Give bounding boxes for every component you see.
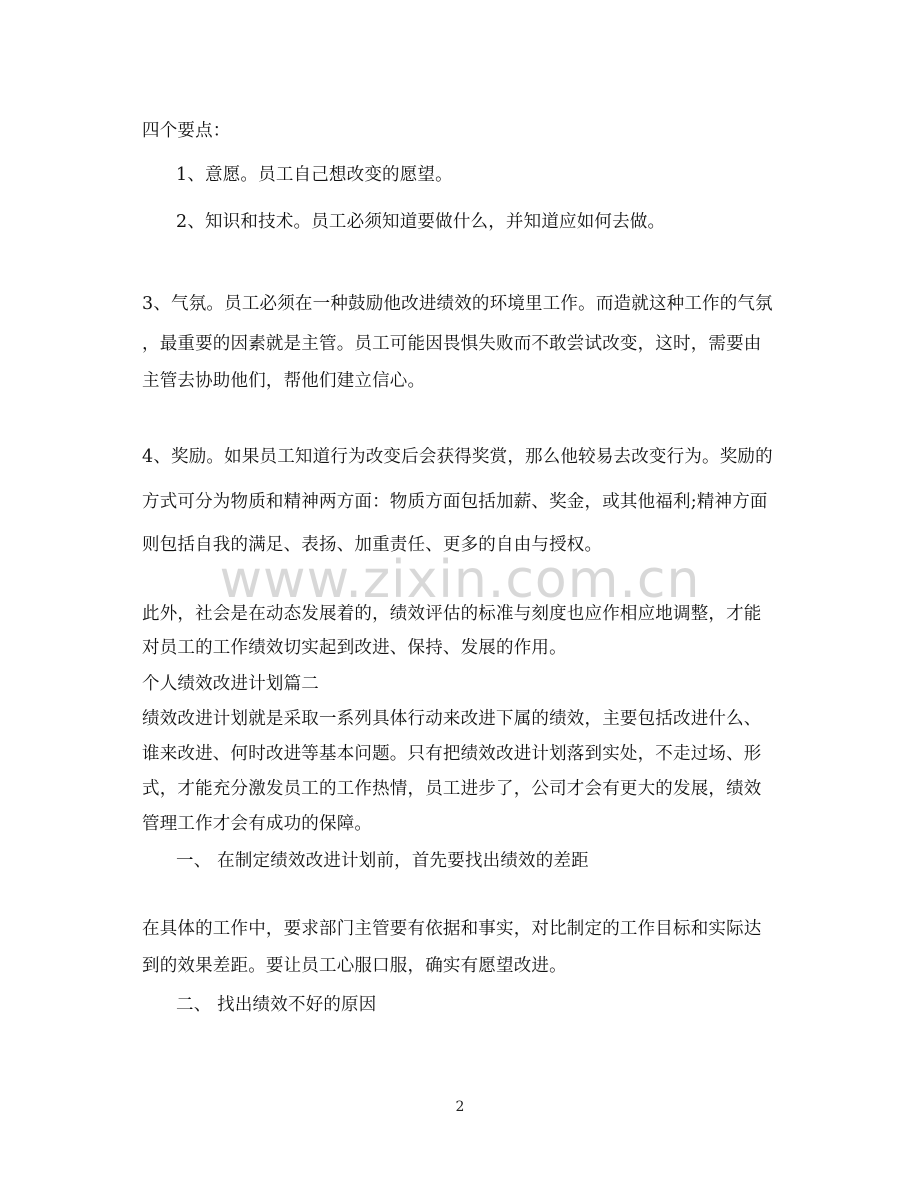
point-4-line-1: 4、奖励。如果员工知道行为改变后会获得奖赏，那么他较易去改变行为。奖励的 [142,447,773,467]
paragraph-moreover-line-2: 对员工的工作绩效切实起到改进、保持、发展的作用。 [142,638,567,658]
subheading-two: 二、 找出绩效不好的原因 [176,995,377,1015]
paragraph-plan-line-2: 谁来改进、何时改进等基本问题。只有把绩效改进计划落到实处，不走过场、形 [142,744,762,764]
point-3-line-1: 3、气氛。员工必须在一种鼓励他改进绩效的环境里工作。而造就这种工作的气氛 [142,294,773,314]
point-4-line-2: 方式可分为物质和精神两方面：物质方面包括加薪、奖金，或其他福利;精神方面 [142,492,768,512]
subheading-one: 一、 在制定绩效改进计划前，首先要找出绩效的差距 [176,851,589,871]
point-1-willingness: 1、意愿。员工自己想改变的愿望。 [176,165,453,185]
point-3-line-2: ，最重要的因素就是主管。员工可能因畏惧失败而不敢尝试改变，这时，需要由 [142,334,762,354]
point-2-knowledge: 2、知识和技术。员工必须知道要做什么，并知道应如何去做。 [176,212,666,232]
section-title-part-two: 个人绩效改进计划篇二 [142,674,319,694]
paragraph-moreover-line-1: 此外，社会是在动态发展着的，绩效评估的标准与刻度也应作相应地调整，才能 [142,604,762,624]
paragraph-plan-line-1: 绩效改进计划就是采取一系列具体行动来改进下属的绩效，主要包括改进什么、 [142,709,762,729]
paragraph-plan-line-4: 管理工作才会有成功的保障。 [142,814,373,834]
paragraph-plan-line-3: 式，才能充分激发员工的工作热情，员工进步了，公司才会有更大的发展，绩效 [142,779,762,799]
page-number: 2 [455,1099,465,1115]
point-4-line-3: 则包括自我的满足、表扬、加重责任、更多的自由与授权。 [142,535,603,555]
heading-four-points: 四个要点： [142,121,231,141]
point-3-line-3: 主管去协助他们，帮他们建立信心。 [142,371,426,391]
paragraph-work-line-1: 在具体的工作中，要求部门主管要有依据和事实，对比制定的工作目标和实际达 [142,919,762,939]
paragraph-work-line-2: 到的效果差距。要让员工心服口服，确实有愿望改进。 [142,956,567,976]
watermark: www.zixin.com.cn [219,550,701,610]
